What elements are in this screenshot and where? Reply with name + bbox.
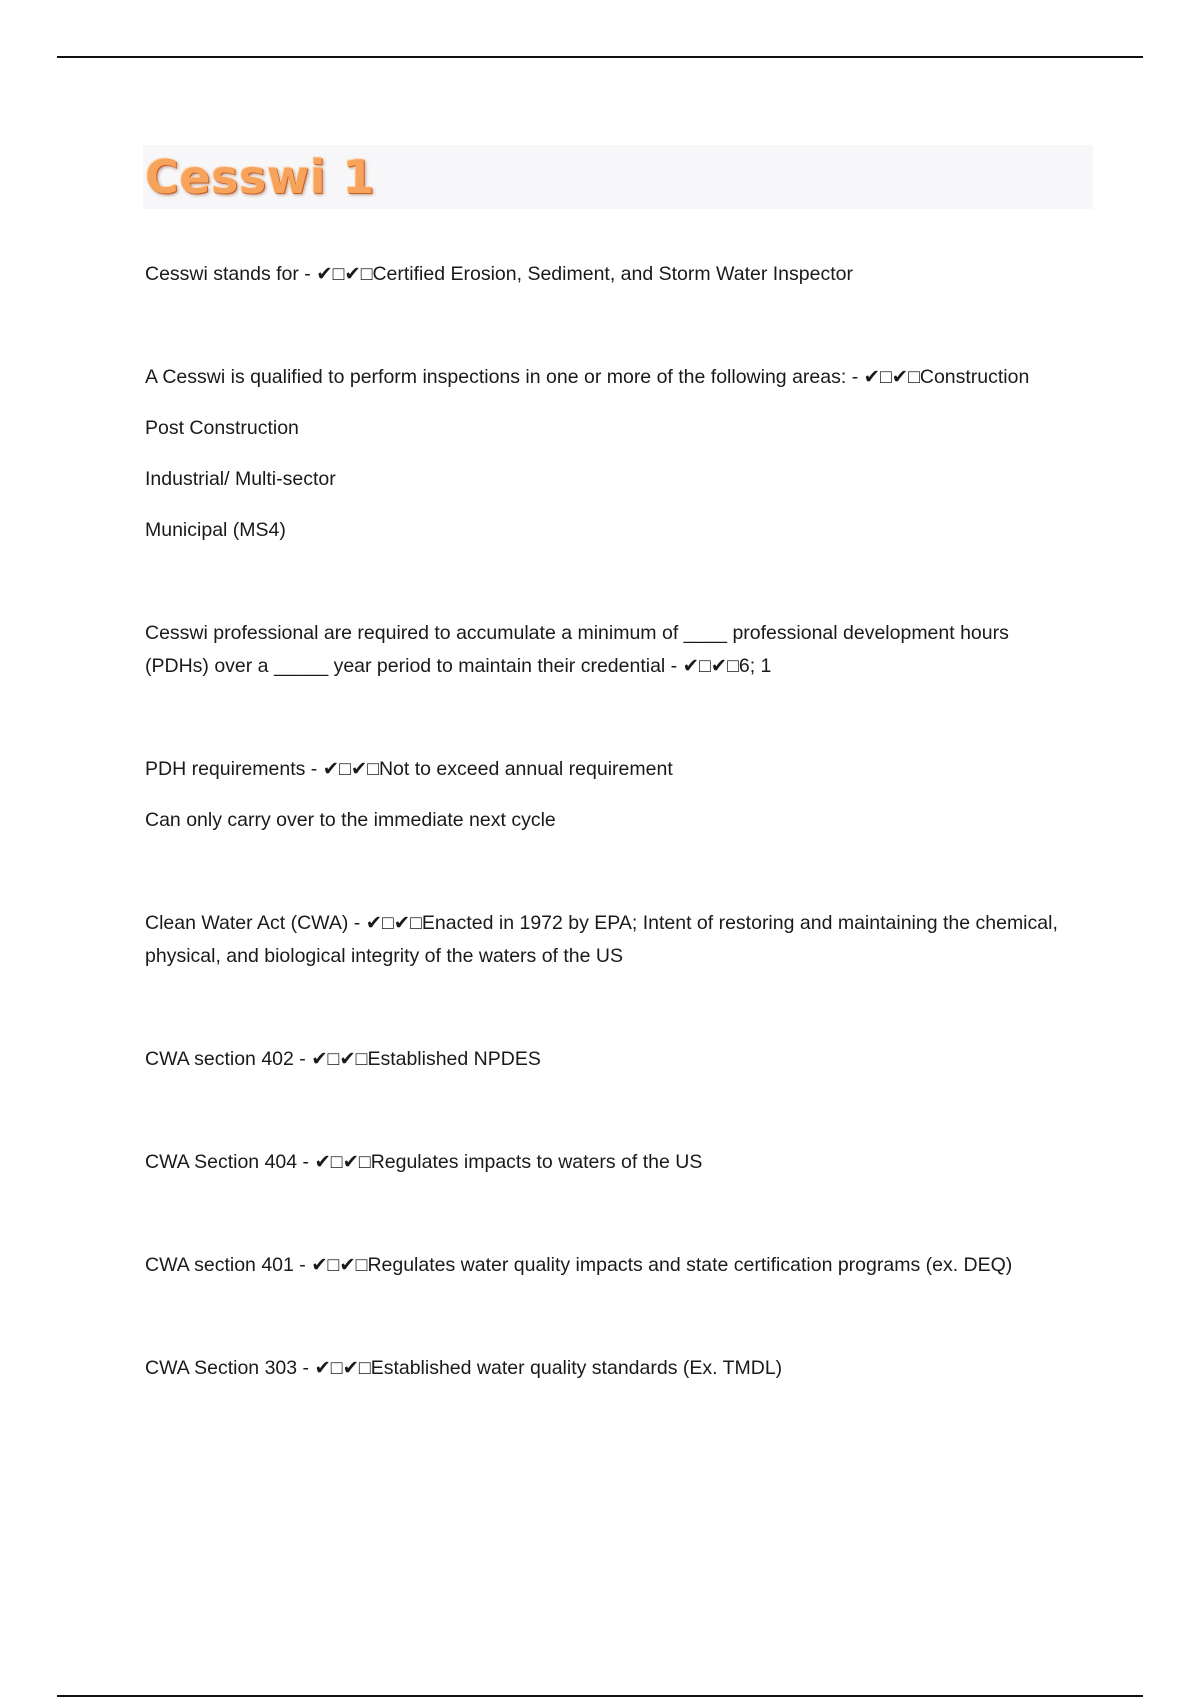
checkmark-icon: ✔□✔□	[314, 1151, 371, 1173]
checkmark-icon: ✔□✔□	[322, 758, 379, 780]
flashcard-answer: Not to exceed annual requirement	[378, 758, 673, 780]
flashcard-separator: -	[665, 655, 683, 677]
flashcard-text	[145, 1352, 1075, 1385]
flashcard-answer: Construction	[919, 366, 1030, 388]
flashcard-question: PDH requirements	[145, 758, 306, 780]
flashcard-answer: Certified Erosion, Sediment, and Storm Water Inspector	[372, 263, 853, 285]
flashcard-question: A Cesswi is qualified to perform inspections in one or more of the following areas:	[145, 366, 847, 388]
flashcard-answer-line: Industrial/ Multi-sector	[145, 468, 336, 490]
checkmark-icon: ✔□✔□	[316, 263, 373, 285]
flashcard-separator: -	[297, 1151, 315, 1173]
flashcard-text	[145, 258, 1075, 291]
checkmark-icon: ✔□✔□	[311, 1048, 368, 1070]
flashcard-text	[145, 361, 1075, 394]
document-title: Cesswi 1	[145, 150, 376, 204]
checkmark-icon: ✔□✔□	[682, 655, 739, 677]
flashcard	[145, 1352, 1075, 1385]
flashcard-answer: Regulates water quality impacts and state certification programs (ex. DEQ)	[367, 1254, 1013, 1276]
flashcard	[145, 258, 1075, 291]
flashcard-text	[145, 753, 1075, 786]
flashcard-answer: 6; 1	[738, 655, 772, 677]
flashcard-answer-line: Municipal (MS4)	[145, 519, 286, 541]
flashcard-answer: Established water quality standards (Ex. TMDL)	[370, 1357, 783, 1379]
checkmark-icon: ✔□✔□	[365, 912, 422, 934]
flashcard-answer: Regulates impacts to waters of the US	[370, 1151, 703, 1173]
flashcard-question: Cesswi stands for	[145, 263, 299, 285]
flashcard-text	[145, 907, 1075, 973]
flashcard-text	[145, 1249, 1075, 1282]
checkmark-icon: ✔□✔□	[314, 1357, 371, 1379]
flashcard-question: CWA section 401	[145, 1254, 294, 1276]
checkmark-icon: ✔□✔□	[311, 1254, 368, 1276]
flashcard	[145, 361, 1075, 547]
page-top-rule	[57, 56, 1143, 58]
flashcard-separator: -	[297, 1357, 315, 1379]
flashcard	[145, 1249, 1075, 1282]
flashcard-separator: -	[846, 366, 864, 388]
flashcard	[145, 907, 1075, 973]
flashcard-question: Cesswi professional are required to accumulate a minimum of ____ professional development hours (PDHs) over a _____ year period to maintain their credential	[145, 622, 1009, 677]
flashcard-answer: Established NPDES	[367, 1048, 541, 1070]
flashcard-text	[145, 1146, 1075, 1179]
page-bottom-rule	[57, 1695, 1143, 1697]
flashcard-answer-line: Post Construction	[145, 417, 299, 439]
flashcard-answer: Enacted in 1972 by EPA; Intent of restoring and maintaining the chemical, physical, and biological integrity of the waters of the US	[145, 912, 1058, 967]
checkmark-icon: ✔□✔□	[863, 366, 920, 388]
flashcard-question: CWA Section 404	[145, 1151, 298, 1173]
title-banner	[143, 145, 1093, 209]
flashcard-separator: -	[305, 758, 323, 780]
flashcard-separator: -	[293, 1254, 312, 1276]
flashcard-question: Clean Water Act (CWA)	[145, 912, 349, 934]
flashcard-text	[145, 1043, 1075, 1076]
flashcard	[145, 1146, 1075, 1179]
flashcard-question: CWA Section 303	[145, 1357, 298, 1379]
flashcard	[145, 1043, 1075, 1076]
flashcard	[145, 617, 1075, 683]
flashcard	[145, 753, 1075, 837]
flashcard-separator: -	[293, 1048, 312, 1070]
flashcard-separator: -	[298, 263, 317, 285]
flashcard-text	[145, 617, 1075, 683]
flashcard-list	[145, 258, 1075, 1385]
flashcard-separator: -	[348, 912, 366, 934]
flashcard-question: CWA section 402	[145, 1048, 294, 1070]
flashcard-answer-line: Can only carry over to the immediate next cycle	[145, 809, 556, 831]
